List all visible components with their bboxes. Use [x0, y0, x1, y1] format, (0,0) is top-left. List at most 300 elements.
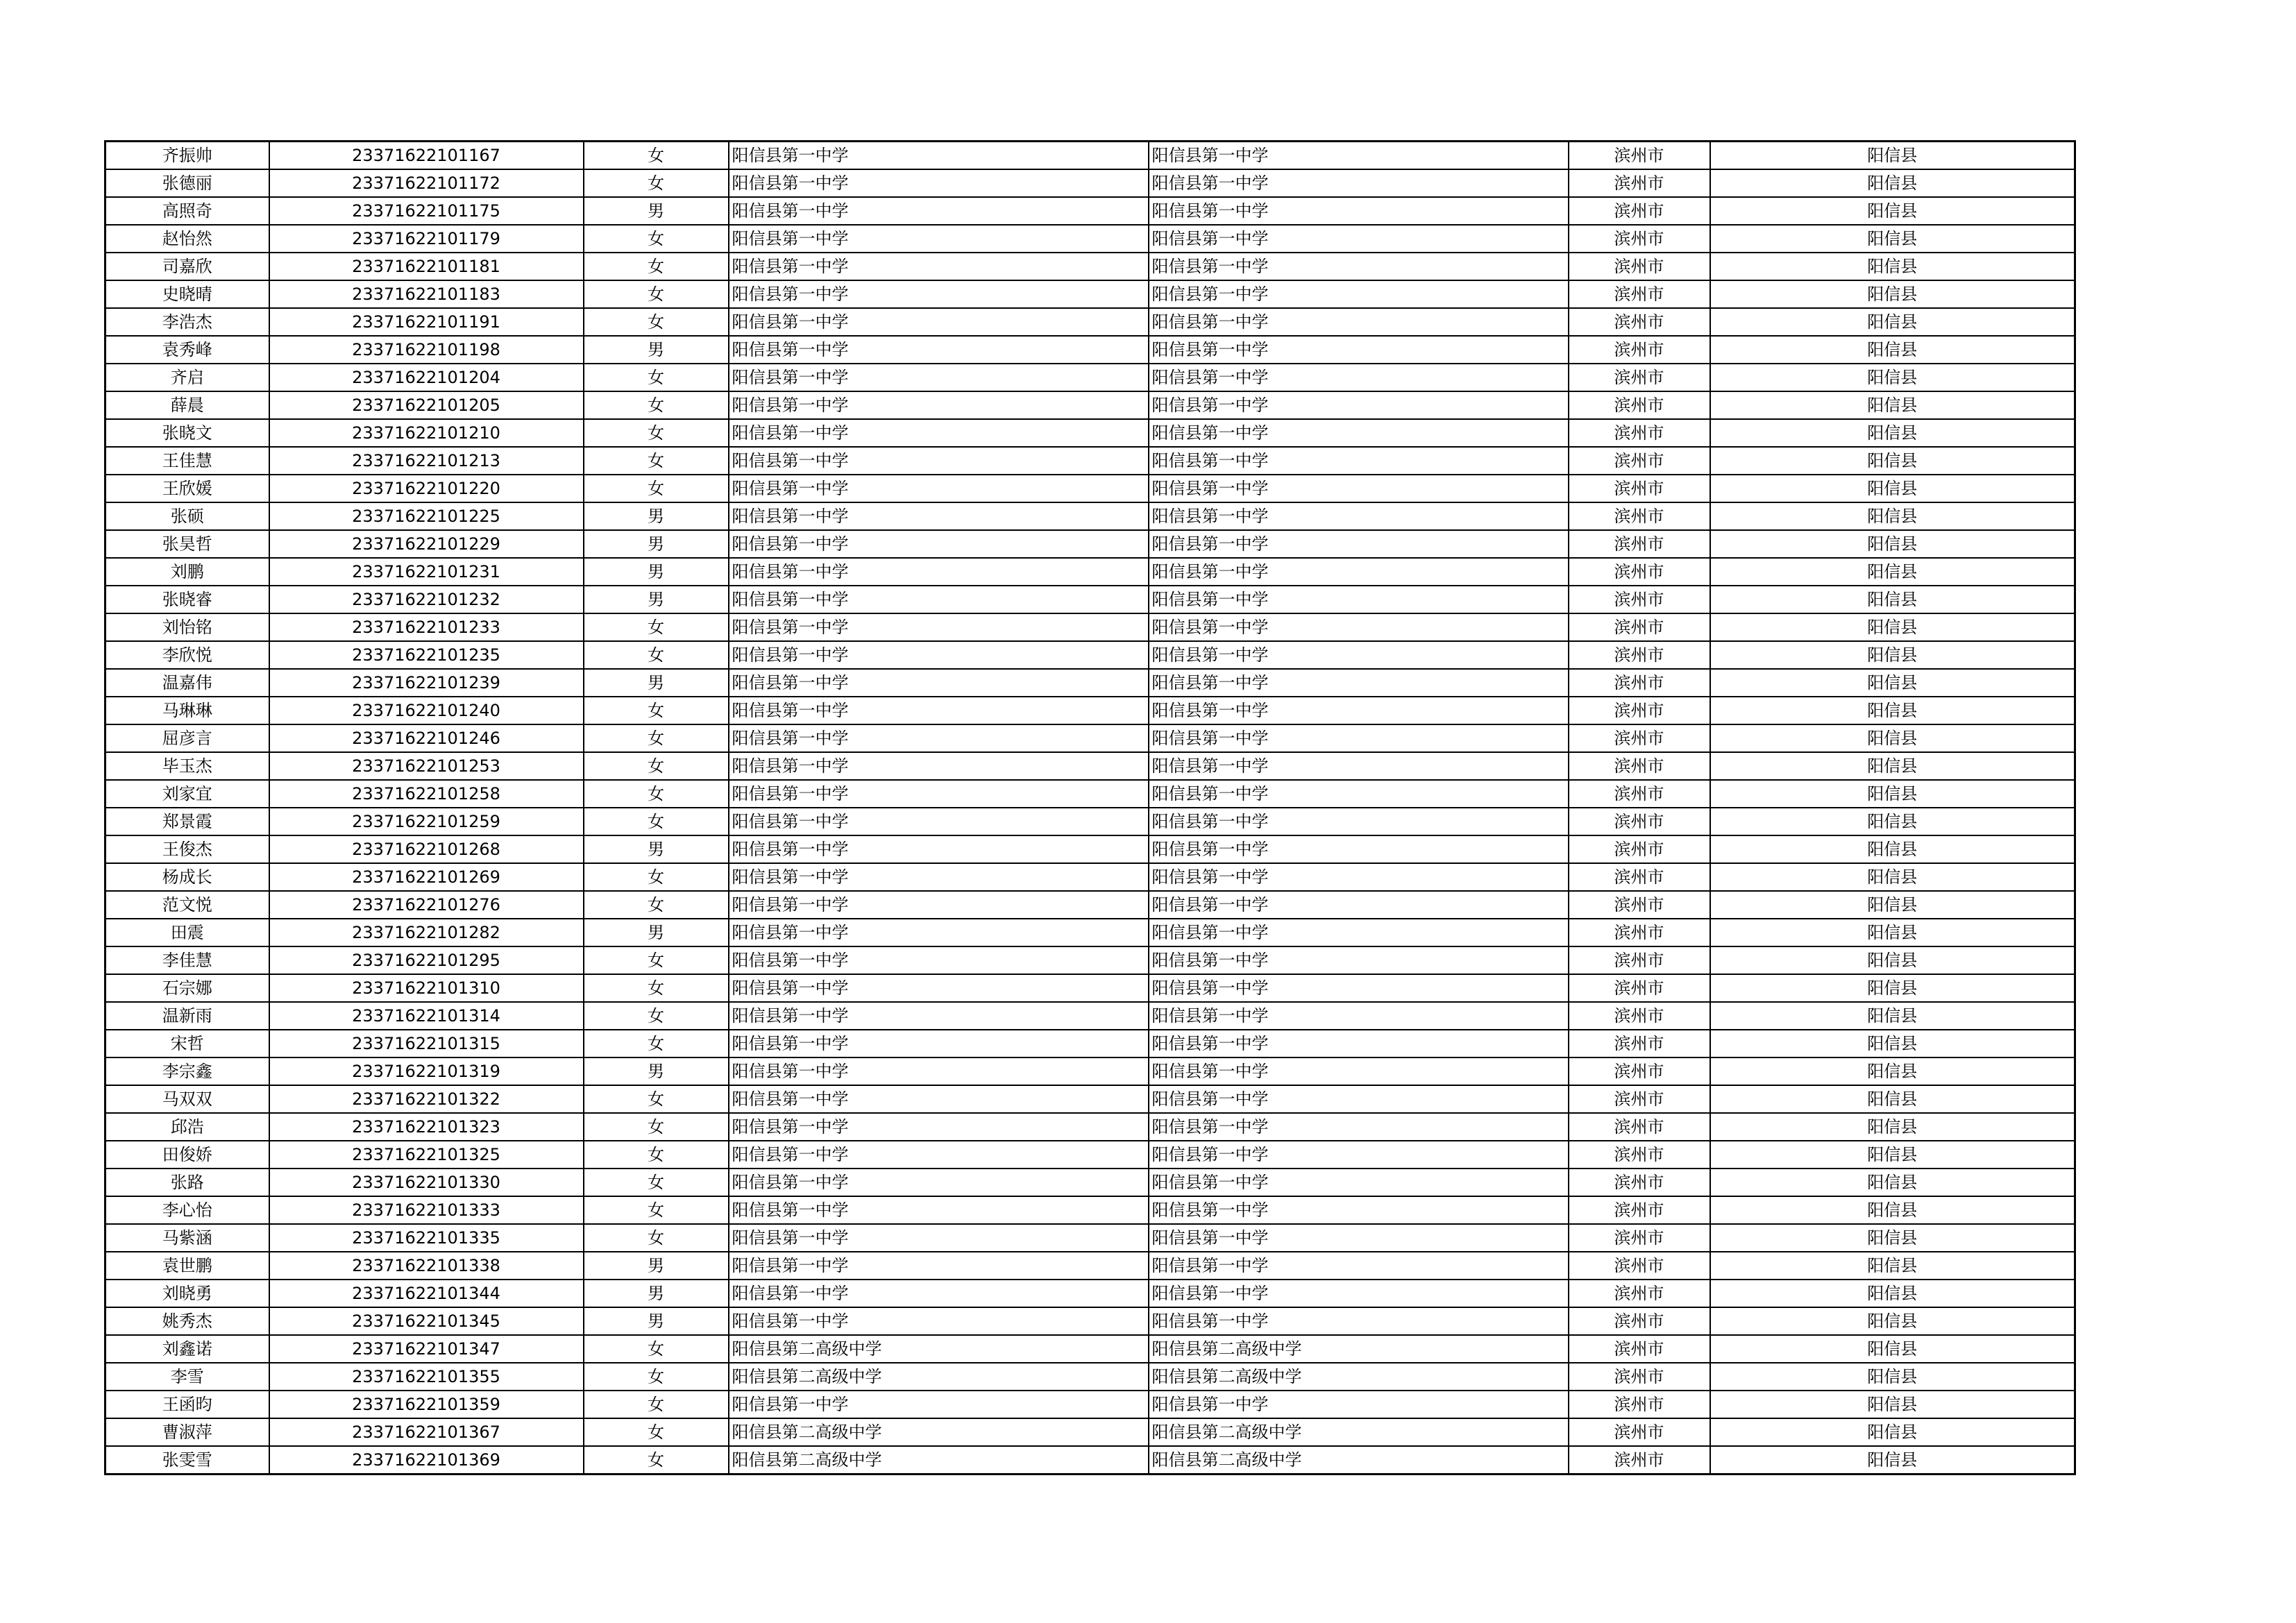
city-cell: 滨州市 [1569, 1030, 1710, 1057]
school-cell: 阳信县第一中学 [729, 808, 1149, 835]
gender-cell: 男 [584, 1252, 729, 1280]
exam-id-cell: 23371622101323 [269, 1113, 584, 1141]
school-cell: 阳信县第二高级中学 [729, 1446, 1149, 1475]
exam-id-cell: 23371622101338 [269, 1252, 584, 1280]
city-cell: 滨州市 [1569, 697, 1710, 724]
exam-site-cell: 阳信县第一中学 [1149, 225, 1569, 253]
exam-site-cell: 阳信县第二高级中学 [1149, 1446, 1569, 1475]
school-cell: 阳信县第一中学 [729, 336, 1149, 364]
gender-cell: 女 [584, 891, 729, 919]
name-cell: 李宗鑫 [105, 1057, 269, 1085]
school-cell: 阳信县第一中学 [729, 1169, 1149, 1196]
exam-id-cell: 23371622101210 [269, 419, 584, 447]
county-cell: 阳信县 [1710, 974, 2075, 1002]
exam-site-cell: 阳信县第一中学 [1149, 1391, 1569, 1418]
exam-site-cell: 阳信县第二高级中学 [1149, 1418, 1569, 1446]
name-cell: 刘鑫诺 [105, 1335, 269, 1363]
name-cell: 郑景霞 [105, 808, 269, 835]
exam-id-cell: 23371622101269 [269, 863, 584, 891]
name-cell: 王函昀 [105, 1391, 269, 1418]
city-cell: 滨州市 [1569, 419, 1710, 447]
county-cell: 阳信县 [1710, 447, 2075, 475]
exam-site-cell: 阳信县第一中学 [1149, 1113, 1569, 1141]
exam-site-cell: 阳信县第一中学 [1149, 974, 1569, 1002]
county-cell: 阳信县 [1710, 336, 2075, 364]
name-cell: 刘家宜 [105, 780, 269, 808]
city-cell: 滨州市 [1569, 1307, 1710, 1335]
exam-id-cell: 23371622101239 [269, 669, 584, 697]
school-cell: 阳信县第一中学 [729, 919, 1149, 946]
school-cell: 阳信县第一中学 [729, 419, 1149, 447]
table-row [105, 697, 2075, 724]
county-cell: 阳信县 [1710, 1169, 2075, 1196]
exam-site-cell: 阳信县第一中学 [1149, 364, 1569, 391]
name-cell: 李欣悦 [105, 641, 269, 669]
gender-cell: 女 [584, 724, 729, 752]
gender-cell: 男 [584, 919, 729, 946]
exam-site-cell: 阳信县第一中学 [1149, 530, 1569, 558]
table-row [105, 308, 2075, 336]
school-cell: 阳信县第一中学 [729, 586, 1149, 613]
gender-cell: 男 [584, 1057, 729, 1085]
gender-cell: 女 [584, 1169, 729, 1196]
name-cell: 李浩杰 [105, 308, 269, 336]
school-cell: 阳信县第一中学 [729, 1030, 1149, 1057]
school-cell: 阳信县第一中学 [729, 502, 1149, 530]
county-cell: 阳信县 [1710, 1057, 2075, 1085]
name-cell: 张硕 [105, 502, 269, 530]
gender-cell: 女 [584, 697, 729, 724]
school-cell: 阳信县第二高级中学 [729, 1335, 1149, 1363]
county-cell: 阳信县 [1710, 835, 2075, 863]
county-cell: 阳信县 [1710, 1085, 2075, 1113]
city-cell: 滨州市 [1569, 1224, 1710, 1252]
county-cell: 阳信县 [1710, 169, 2075, 197]
exam-site-cell: 阳信县第一中学 [1149, 1280, 1569, 1307]
county-cell: 阳信县 [1710, 613, 2075, 641]
table-row [105, 1391, 2075, 1418]
name-cell: 马紫涵 [105, 1224, 269, 1252]
gender-cell: 女 [584, 308, 729, 336]
gender-cell: 男 [584, 558, 729, 586]
exam-site-cell: 阳信县第一中学 [1149, 780, 1569, 808]
city-cell: 滨州市 [1569, 530, 1710, 558]
county-cell: 阳信县 [1710, 724, 2075, 752]
table-row [105, 336, 2075, 364]
city-cell: 滨州市 [1569, 863, 1710, 891]
exam-site-cell: 阳信县第一中学 [1149, 391, 1569, 419]
name-cell: 张昊哲 [105, 530, 269, 558]
county-cell: 阳信县 [1710, 808, 2075, 835]
name-cell: 毕玉杰 [105, 752, 269, 780]
county-cell: 阳信县 [1710, 752, 2075, 780]
name-cell: 袁世鹏 [105, 1252, 269, 1280]
gender-cell: 女 [584, 1141, 729, 1169]
name-cell: 屈彦言 [105, 724, 269, 752]
table-row [105, 808, 2075, 835]
exam-id-cell: 23371622101335 [269, 1224, 584, 1252]
name-cell: 刘晓勇 [105, 1280, 269, 1307]
school-cell: 阳信县第一中学 [729, 1280, 1149, 1307]
city-cell: 滨州市 [1569, 336, 1710, 364]
school-cell: 阳信县第一中学 [729, 1085, 1149, 1113]
county-cell: 阳信县 [1710, 946, 2075, 974]
table-row [105, 780, 2075, 808]
exam-id-cell: 23371622101253 [269, 752, 584, 780]
city-cell: 滨州市 [1569, 308, 1710, 336]
exam-id-cell: 23371622101347 [269, 1335, 584, 1363]
exam-id-cell: 23371622101258 [269, 780, 584, 808]
school-cell: 阳信县第一中学 [729, 1224, 1149, 1252]
name-cell: 张雯雪 [105, 1446, 269, 1475]
school-cell: 阳信县第一中学 [729, 946, 1149, 974]
table-row [105, 1307, 2075, 1335]
name-cell: 李佳慧 [105, 946, 269, 974]
exam-id-cell: 23371622101229 [269, 530, 584, 558]
school-cell: 阳信县第二高级中学 [729, 1363, 1149, 1391]
exam-site-cell: 阳信县第一中学 [1149, 835, 1569, 863]
table-row [105, 530, 2075, 558]
exam-id-cell: 23371622101310 [269, 974, 584, 1002]
exam-id-cell: 23371622101204 [269, 364, 584, 391]
city-cell: 滨州市 [1569, 1113, 1710, 1141]
city-cell: 滨州市 [1569, 1252, 1710, 1280]
table-row [105, 724, 2075, 752]
exam-site-cell: 阳信县第一中学 [1149, 613, 1569, 641]
school-cell: 阳信县第一中学 [729, 1113, 1149, 1141]
table-row [105, 669, 2075, 697]
school-cell: 阳信县第一中学 [729, 253, 1149, 280]
school-cell: 阳信县第一中学 [729, 475, 1149, 502]
exam-id-cell: 23371622101175 [269, 197, 584, 225]
school-cell: 阳信县第一中学 [729, 308, 1149, 336]
exam-site-cell: 阳信县第一中学 [1149, 641, 1569, 669]
exam-site-cell: 阳信县第一中学 [1149, 447, 1569, 475]
table-row [105, 1446, 2075, 1475]
county-cell: 阳信县 [1710, 1141, 2075, 1169]
exam-site-cell: 阳信县第二高级中学 [1149, 1335, 1569, 1363]
school-cell: 阳信县第一中学 [729, 863, 1149, 891]
school-cell: 阳信县第一中学 [729, 1391, 1149, 1418]
gender-cell: 女 [584, 1085, 729, 1113]
county-cell: 阳信县 [1710, 1252, 2075, 1280]
county-cell: 阳信县 [1710, 919, 2075, 946]
school-cell: 阳信县第一中学 [729, 558, 1149, 586]
table-row [105, 1363, 2075, 1391]
gender-cell: 女 [584, 641, 729, 669]
county-cell: 阳信县 [1710, 197, 2075, 225]
gender-cell: 男 [584, 530, 729, 558]
student-roster-table [104, 140, 2076, 1475]
county-cell: 阳信县 [1710, 1418, 2075, 1446]
exam-site-cell: 阳信县第一中学 [1149, 197, 1569, 225]
gender-cell: 女 [584, 1196, 729, 1224]
name-cell: 田俊娇 [105, 1141, 269, 1169]
table-row [105, 558, 2075, 586]
exam-site-cell: 阳信县第一中学 [1149, 919, 1569, 946]
city-cell: 滨州市 [1569, 447, 1710, 475]
city-cell: 滨州市 [1569, 808, 1710, 835]
name-cell: 曹淑萍 [105, 1418, 269, 1446]
exam-site-cell: 阳信县第一中学 [1149, 419, 1569, 447]
exam-site-cell: 阳信县第一中学 [1149, 697, 1569, 724]
gender-cell: 女 [584, 752, 729, 780]
exam-id-cell: 23371622101179 [269, 225, 584, 253]
table-row [105, 1196, 2075, 1224]
exam-site-cell: 阳信县第一中学 [1149, 142, 1569, 170]
city-cell: 滨州市 [1569, 1335, 1710, 1363]
exam-id-cell: 23371622101359 [269, 1391, 584, 1418]
school-cell: 阳信县第一中学 [729, 169, 1149, 197]
table-row [105, 1002, 2075, 1030]
exam-site-cell: 阳信县第一中学 [1149, 169, 1569, 197]
county-cell: 阳信县 [1710, 697, 2075, 724]
exam-id-cell: 23371622101181 [269, 253, 584, 280]
school-cell: 阳信县第一中学 [729, 1196, 1149, 1224]
school-cell: 阳信县第一中学 [729, 1252, 1149, 1280]
county-cell: 阳信县 [1710, 1002, 2075, 1030]
name-cell: 张路 [105, 1169, 269, 1196]
exam-site-cell: 阳信县第一中学 [1149, 280, 1569, 308]
name-cell: 温嘉伟 [105, 669, 269, 697]
city-cell: 滨州市 [1569, 1141, 1710, 1169]
exam-site-cell: 阳信县第一中学 [1149, 502, 1569, 530]
gender-cell: 女 [584, 1224, 729, 1252]
exam-site-cell: 阳信县第一中学 [1149, 1002, 1569, 1030]
school-cell: 阳信县第一中学 [729, 447, 1149, 475]
county-cell: 阳信县 [1710, 891, 2075, 919]
city-cell: 滨州市 [1569, 1391, 1710, 1418]
gender-cell: 女 [584, 613, 729, 641]
gender-cell: 女 [584, 1002, 729, 1030]
name-cell: 齐启 [105, 364, 269, 391]
name-cell: 马双双 [105, 1085, 269, 1113]
gender-cell: 男 [584, 669, 729, 697]
county-cell: 阳信县 [1710, 780, 2075, 808]
city-cell: 滨州市 [1569, 280, 1710, 308]
city-cell: 滨州市 [1569, 142, 1710, 170]
gender-cell: 女 [584, 863, 729, 891]
exam-id-cell: 23371622101319 [269, 1057, 584, 1085]
name-cell: 李心怡 [105, 1196, 269, 1224]
city-cell: 滨州市 [1569, 641, 1710, 669]
name-cell: 李雪 [105, 1363, 269, 1391]
exam-site-cell: 阳信县第一中学 [1149, 1224, 1569, 1252]
school-cell: 阳信县第一中学 [729, 1141, 1149, 1169]
table-row [105, 1280, 2075, 1307]
gender-cell: 女 [584, 1418, 729, 1446]
city-cell: 滨州市 [1569, 364, 1710, 391]
city-cell: 滨州市 [1569, 586, 1710, 613]
exam-site-cell: 阳信县第一中学 [1149, 1057, 1569, 1085]
table-row [105, 1057, 2075, 1085]
city-cell: 滨州市 [1569, 669, 1710, 697]
city-cell: 滨州市 [1569, 1085, 1710, 1113]
school-cell: 阳信县第一中学 [729, 613, 1149, 641]
gender-cell: 女 [584, 1030, 729, 1057]
name-cell: 司嘉欣 [105, 253, 269, 280]
gender-cell: 女 [584, 391, 729, 419]
name-cell: 马琳琳 [105, 697, 269, 724]
gender-cell: 男 [584, 502, 729, 530]
city-cell: 滨州市 [1569, 502, 1710, 530]
name-cell: 张德丽 [105, 169, 269, 197]
name-cell: 宋哲 [105, 1030, 269, 1057]
city-cell: 滨州市 [1569, 724, 1710, 752]
school-cell: 阳信县第一中学 [729, 974, 1149, 1002]
school-cell: 阳信县第一中学 [729, 697, 1149, 724]
city-cell: 滨州市 [1569, 1418, 1710, 1446]
city-cell: 滨州市 [1569, 225, 1710, 253]
county-cell: 阳信县 [1710, 1280, 2075, 1307]
exam-id-cell: 23371622101282 [269, 919, 584, 946]
exam-id-cell: 23371622101325 [269, 1141, 584, 1169]
school-cell: 阳信县第一中学 [729, 364, 1149, 391]
county-cell: 阳信县 [1710, 863, 2075, 891]
name-cell: 高照奇 [105, 197, 269, 225]
table-row [105, 280, 2075, 308]
county-cell: 阳信县 [1710, 308, 2075, 336]
exam-id-cell: 23371622101276 [269, 891, 584, 919]
city-cell: 滨州市 [1569, 835, 1710, 863]
table-row [105, 391, 2075, 419]
city-cell: 滨州市 [1569, 1169, 1710, 1196]
exam-site-cell: 阳信县第一中学 [1149, 1169, 1569, 1196]
name-cell: 王俊杰 [105, 835, 269, 863]
county-cell: 阳信县 [1710, 669, 2075, 697]
table-row [105, 974, 2075, 1002]
name-cell: 石宗娜 [105, 974, 269, 1002]
city-cell: 滨州市 [1569, 1057, 1710, 1085]
exam-id-cell: 23371622101314 [269, 1002, 584, 1030]
gender-cell: 女 [584, 142, 729, 170]
gender-cell: 男 [584, 1280, 729, 1307]
gender-cell: 女 [584, 475, 729, 502]
gender-cell: 女 [584, 780, 729, 808]
table-row [105, 891, 2075, 919]
table-row [105, 447, 2075, 475]
school-cell: 阳信县第一中学 [729, 780, 1149, 808]
exam-site-cell: 阳信县第一中学 [1149, 308, 1569, 336]
gender-cell: 女 [584, 1363, 729, 1391]
gender-cell: 女 [584, 1335, 729, 1363]
school-cell: 阳信县第一中学 [729, 530, 1149, 558]
school-cell: 阳信县第一中学 [729, 752, 1149, 780]
table-row [105, 225, 2075, 253]
exam-id-cell: 23371622101369 [269, 1446, 584, 1475]
table-row [105, 1224, 2075, 1252]
exam-site-cell: 阳信县第一中学 [1149, 253, 1569, 280]
exam-id-cell: 23371622101268 [269, 835, 584, 863]
county-cell: 阳信县 [1710, 1307, 2075, 1335]
county-cell: 阳信县 [1710, 1196, 2075, 1224]
city-cell: 滨州市 [1569, 558, 1710, 586]
gender-cell: 女 [584, 1391, 729, 1418]
city-cell: 滨州市 [1569, 1363, 1710, 1391]
gender-cell: 女 [584, 225, 729, 253]
gender-cell: 男 [584, 586, 729, 613]
city-cell: 滨州市 [1569, 974, 1710, 1002]
table-row [105, 1335, 2075, 1363]
county-cell: 阳信县 [1710, 1391, 2075, 1418]
gender-cell: 女 [584, 447, 729, 475]
exam-site-cell: 阳信县第一中学 [1149, 1307, 1569, 1335]
table-row [105, 364, 2075, 391]
exam-site-cell: 阳信县第一中学 [1149, 1085, 1569, 1113]
school-cell: 阳信县第一中学 [729, 724, 1149, 752]
name-cell: 杨成长 [105, 863, 269, 891]
gender-cell: 男 [584, 336, 729, 364]
city-cell: 滨州市 [1569, 1196, 1710, 1224]
exam-id-cell: 23371622101315 [269, 1030, 584, 1057]
city-cell: 滨州市 [1569, 169, 1710, 197]
exam-site-cell: 阳信县第一中学 [1149, 808, 1569, 835]
city-cell: 滨州市 [1569, 197, 1710, 225]
county-cell: 阳信县 [1710, 1446, 2075, 1475]
exam-id-cell: 23371622101183 [269, 280, 584, 308]
exam-site-cell: 阳信县第一中学 [1149, 1196, 1569, 1224]
exam-id-cell: 23371622101345 [269, 1307, 584, 1335]
county-cell: 阳信县 [1710, 364, 2075, 391]
exam-id-cell: 23371622101213 [269, 447, 584, 475]
city-cell: 滨州市 [1569, 919, 1710, 946]
name-cell: 张晓睿 [105, 586, 269, 613]
table-row [105, 169, 2075, 197]
county-cell: 阳信县 [1710, 225, 2075, 253]
name-cell: 薛晨 [105, 391, 269, 419]
city-cell: 滨州市 [1569, 752, 1710, 780]
exam-id-cell: 23371622101191 [269, 308, 584, 336]
gender-cell: 女 [584, 1446, 729, 1475]
exam-id-cell: 23371622101240 [269, 697, 584, 724]
gender-cell: 女 [584, 364, 729, 391]
name-cell: 袁秀峰 [105, 336, 269, 364]
school-cell: 阳信县第一中学 [729, 391, 1149, 419]
name-cell: 刘怡铭 [105, 613, 269, 641]
exam-id-cell: 23371622101220 [269, 475, 584, 502]
exam-id-cell: 23371622101233 [269, 613, 584, 641]
exam-id-cell: 23371622101172 [269, 169, 584, 197]
name-cell: 姚秀杰 [105, 1307, 269, 1335]
exam-site-cell: 阳信县第一中学 [1149, 475, 1569, 502]
county-cell: 阳信县 [1710, 280, 2075, 308]
city-cell: 滨州市 [1569, 1280, 1710, 1307]
school-cell: 阳信县第二高级中学 [729, 1418, 1149, 1446]
table-row [105, 1113, 2075, 1141]
exam-id-cell: 23371622101322 [269, 1085, 584, 1113]
exam-site-cell: 阳信县第一中学 [1149, 558, 1569, 586]
gender-cell: 女 [584, 419, 729, 447]
school-cell: 阳信县第一中学 [729, 669, 1149, 697]
exam-site-cell: 阳信县第一中学 [1149, 946, 1569, 974]
county-cell: 阳信县 [1710, 558, 2075, 586]
gender-cell: 男 [584, 1307, 729, 1335]
table-row [105, 1169, 2075, 1196]
city-cell: 滨州市 [1569, 391, 1710, 419]
table-row [105, 1252, 2075, 1280]
table-body [105, 142, 2075, 1475]
name-cell: 刘鹏 [105, 558, 269, 586]
table-row [105, 197, 2075, 225]
exam-id-cell: 23371622101344 [269, 1280, 584, 1307]
county-cell: 阳信县 [1710, 142, 2075, 170]
school-cell: 阳信县第一中学 [729, 280, 1149, 308]
table-row [105, 752, 2075, 780]
exam-id-cell: 23371622101355 [269, 1363, 584, 1391]
name-cell: 邱浩 [105, 1113, 269, 1141]
exam-site-cell: 阳信县第一中学 [1149, 891, 1569, 919]
table-row [105, 1141, 2075, 1169]
